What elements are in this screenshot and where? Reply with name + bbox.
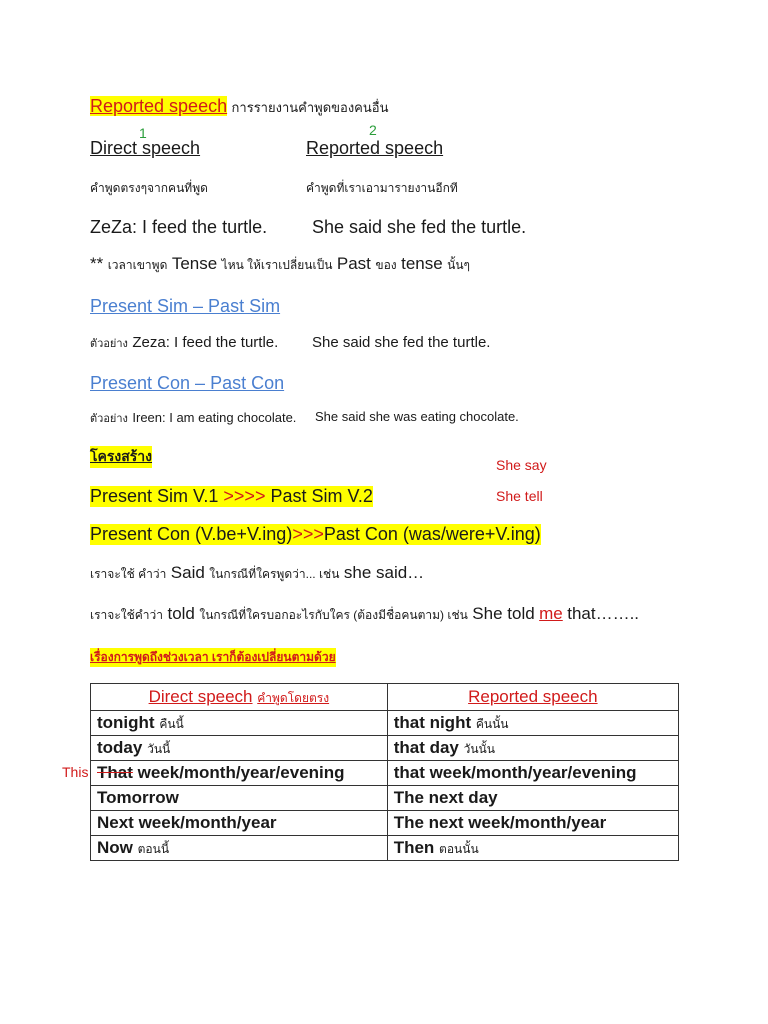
header-reported: Reported speech — [387, 684, 678, 711]
reported-cell: The next week/month/year — [387, 811, 678, 836]
table-row — [91, 711, 679, 736]
present-con-heading: Present Con – Past Con — [90, 373, 285, 393]
column-number-1: 1 — [139, 125, 147, 141]
reported-cell: that night คืนนั้น — [387, 711, 678, 736]
table-row — [91, 811, 679, 836]
time-change-heading: เรื่องการพูดถึงช่วงเวลา เราก็ต้องเปลี่ยนตามด้วย — [90, 648, 336, 667]
page-title: Reported speech — [90, 96, 228, 116]
reported-speech-label: Reported speech — [306, 138, 444, 158]
direct-cell: Next week/month/year — [91, 811, 388, 836]
column-number-2: 2 — [369, 122, 377, 138]
title-line — [90, 96, 388, 118]
time-expression-table — [90, 683, 679, 861]
main-example-reported: She said she fed the turtle. — [312, 217, 527, 237]
simple-example: ตัวอย่าง Zeza: I feed the turtle. — [90, 334, 279, 351]
rule-present-simple: Present Sim V.1 >>>> Past Sim V.2 — [90, 486, 373, 506]
continuous-example: ตัวอย่าง Ireen: I am eating chocolate. — [90, 410, 297, 425]
direct-cell: That week/month/year/evening — [91, 761, 388, 786]
margin-note-this: This — [62, 764, 89, 780]
continuous-example-reported: She said she was eating chocolate. — [315, 409, 519, 424]
structure-heading: โครงสร้าง — [90, 446, 152, 468]
side-note-tell: She tell — [496, 488, 543, 504]
direct-cell: Now ตอนนี้ — [91, 836, 388, 861]
told-object-me: me — [539, 604, 563, 623]
direct-cell: Tomorrow — [91, 786, 388, 811]
tense-note: ** เวลาเขาพูด Tense ไหน ให้เราเปลี่ยนเป็น Past ของ tense นั้นๆ — [90, 254, 470, 273]
table-row — [91, 736, 679, 761]
table-header-row — [91, 684, 679, 711]
main-example-direct: ZeZa: I feed the turtle. — [90, 217, 268, 237]
table-row — [91, 761, 679, 786]
said-usage-line: เราจะใช้ คำว่า Said ในกรณีที่ใครพูดว่า... เช่น she said… — [90, 563, 425, 582]
table-row — [91, 836, 679, 861]
rule-present-continuous: Present Con (V.be+V.ing)>>>Past Con (was/were+V.ing) — [90, 524, 541, 544]
simple-example-reported: She said she fed the turtle. — [312, 334, 491, 351]
header-direct: Direct speech คำพูดโดยตรง — [91, 684, 388, 711]
direct-speech-label: Direct speech — [90, 138, 201, 158]
direct-cell: today วันนี้ — [91, 736, 388, 761]
present-sim-heading: Present Sim – Past Sim — [90, 296, 281, 316]
reported-cell: The next day — [387, 786, 678, 811]
direct-cell: tonight คืนนี้ — [91, 711, 388, 736]
reported-cell: that week/month/year/evening — [387, 761, 678, 786]
told-usage-line: เราจะใช้คำว่า told ในกรณีที่ใครบอกอะไรกับใคร (ต้องมีชื่อคนตาม) เช่น She told me that…….. — [90, 604, 640, 623]
direct-desc: คำพูดตรงๆจากคนที่พูด — [90, 181, 208, 195]
reported-desc: คำพูดที่เราเอามารายงานอีกที — [306, 181, 458, 195]
reported-cell: Then ตอนนั้น — [387, 836, 678, 861]
table-row — [91, 786, 679, 811]
title-thai: การรายงานคำพูดของคนอื่น — [231, 100, 389, 115]
side-note-say: She say — [496, 457, 547, 473]
reported-cell: that day วันนั้น — [387, 736, 678, 761]
